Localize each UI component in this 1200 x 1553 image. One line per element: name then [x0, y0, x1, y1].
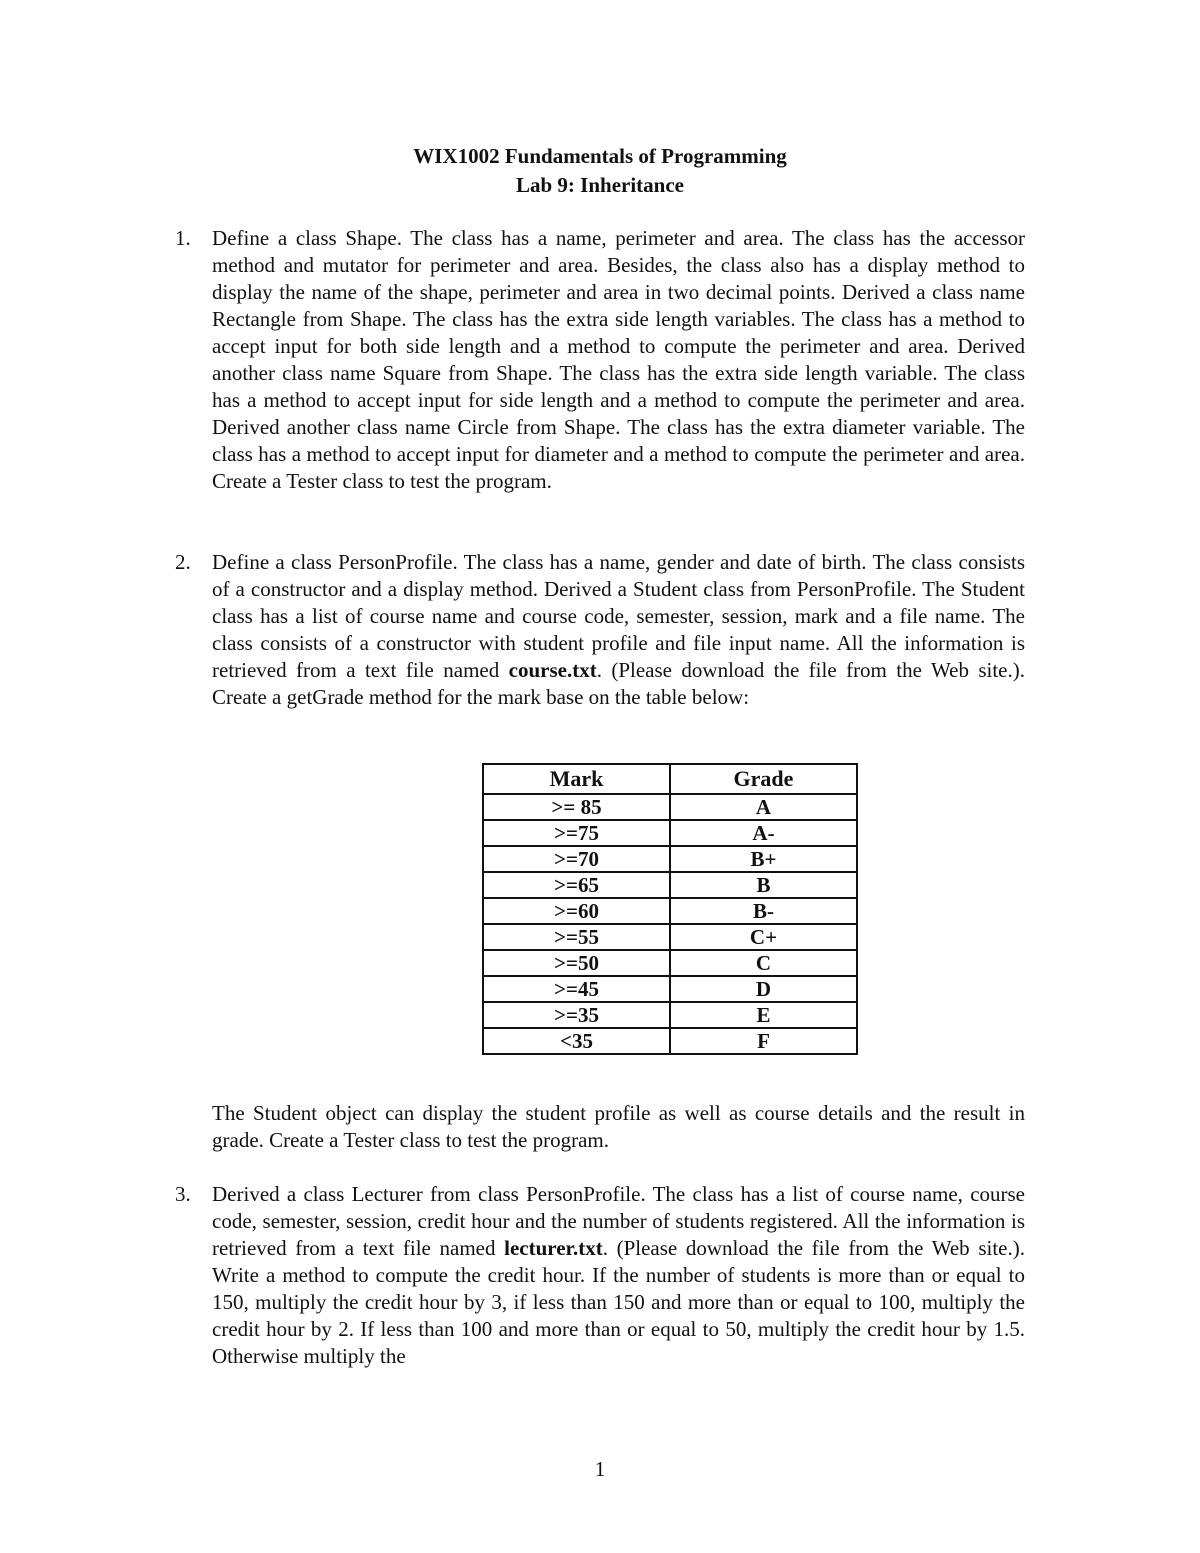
- mark-cell: >=65: [483, 872, 670, 898]
- filename-bold: course.txt: [508, 658, 597, 682]
- grade-cell: A: [670, 794, 857, 820]
- mark-cell: >=60: [483, 898, 670, 924]
- question-text-part: Derived a class Lecturer from class PersonProfile. The class has a list of course name, course code, semester, session, credit hour and the number of students registered. All the information is retrieved from a text file named: [212, 1182, 1025, 1260]
- grade-cell: B-: [670, 898, 857, 924]
- question-number: 3.: [175, 1182, 191, 1206]
- table-row: [483, 872, 857, 898]
- question-1: [175, 225, 1025, 495]
- table-row: [483, 976, 857, 1002]
- mark-cell: >=50: [483, 950, 670, 976]
- lab-title: Lab 9: Inheritance: [516, 173, 684, 197]
- question-text-part: . (Please download the file from the Web site.). Create a getGrade method for the mark base on the table below:: [212, 658, 1025, 709]
- table-header-row: [483, 764, 857, 794]
- table-row: [483, 924, 857, 950]
- grade-cell: C: [670, 950, 857, 976]
- question-text: [212, 1181, 1025, 1370]
- grade-cell: B: [670, 872, 857, 898]
- mark-cell: >= 85: [483, 794, 670, 820]
- column-header-mark: Mark: [483, 764, 670, 794]
- table-row: [483, 1002, 857, 1028]
- question-text-part: Define a class PersonProfile. The class has a name, gender and date of birth. The class consists of a constructor and a display method. Derived a Student class from PersonProfile. The Student class has a list of course name and course code, semester, session, mark and a file name. The class consists of a constructor with student profile and file input name. All the information is retrieved from a text file named: [212, 550, 1025, 682]
- grade-cell: F: [670, 1028, 857, 1054]
- title-block: [0, 142, 1200, 200]
- grade-cell: D: [670, 976, 857, 1002]
- table-row: [483, 794, 857, 820]
- question-text: Define a class Shape. The class has a name, perimeter and area. The class has the accessor method and mutator for perimeter and area. Besides, the class also has a display method to display the name of the shape, perimeter and area in two decimal points. Derived a class name Rectangle from Shape. The class has the extra side length variables. The class has a method to accept input for both side length and a method to compute the perimeter and area. Derived another class name Square from Shape. The class has the extra side length variable. The class has a method to accept input for side length and a method to compute the perimeter and area. Derived another class name Circle from Shape. The class has the extra diameter variable. The class has a method to accept input for diameter and a method to compute the perimeter and area. Create a Tester class to test the program.: [212, 226, 1025, 493]
- page-number: 1: [594, 1457, 606, 1481]
- question-text-part: . (Please download the file from the Web site.). Write a method to compute the credit hour. If the number of students is more than or equal to 150, multiply the credit hour by 3, if less than 150 and more than or equal to 100, multiply the credit hour by 2. If less than 100 and more than or equal to 50, multiply the credit hour by 1.5. Otherwise multiply the: [212, 1236, 1025, 1368]
- question-2-conclusion: The Student object can display the student profile as well as course details and the result in grade. Create a Tester class to test the program.: [212, 1101, 1025, 1152]
- question-text: [212, 549, 1025, 711]
- mark-cell: >=75: [483, 820, 670, 846]
- mark-cell: >=35: [483, 1002, 670, 1028]
- grade-cell: E: [670, 1002, 857, 1028]
- table-row: [483, 1028, 857, 1054]
- grade-table: [482, 763, 858, 1055]
- mark-cell: >=55: [483, 924, 670, 950]
- table-row: [483, 820, 857, 846]
- table-row: [483, 950, 857, 976]
- table-row: [483, 846, 857, 872]
- grade-cell: C+: [670, 924, 857, 950]
- question-2: [175, 549, 1025, 711]
- mark-cell: <35: [483, 1028, 670, 1054]
- column-header-grade: Grade: [670, 764, 857, 794]
- mark-cell: >=70: [483, 846, 670, 872]
- question-number: 2.: [175, 550, 191, 574]
- question-number: 1.: [175, 226, 191, 250]
- filename-bold: lecturer.txt: [504, 1236, 603, 1260]
- grade-cell: B+: [670, 846, 857, 872]
- course-title: WIX1002 Fundamentals of Programming: [413, 144, 787, 168]
- mark-cell: >=45: [483, 976, 670, 1002]
- question-3: [175, 1181, 1025, 1370]
- grade-cell: A-: [670, 820, 857, 846]
- table-row: [483, 898, 857, 924]
